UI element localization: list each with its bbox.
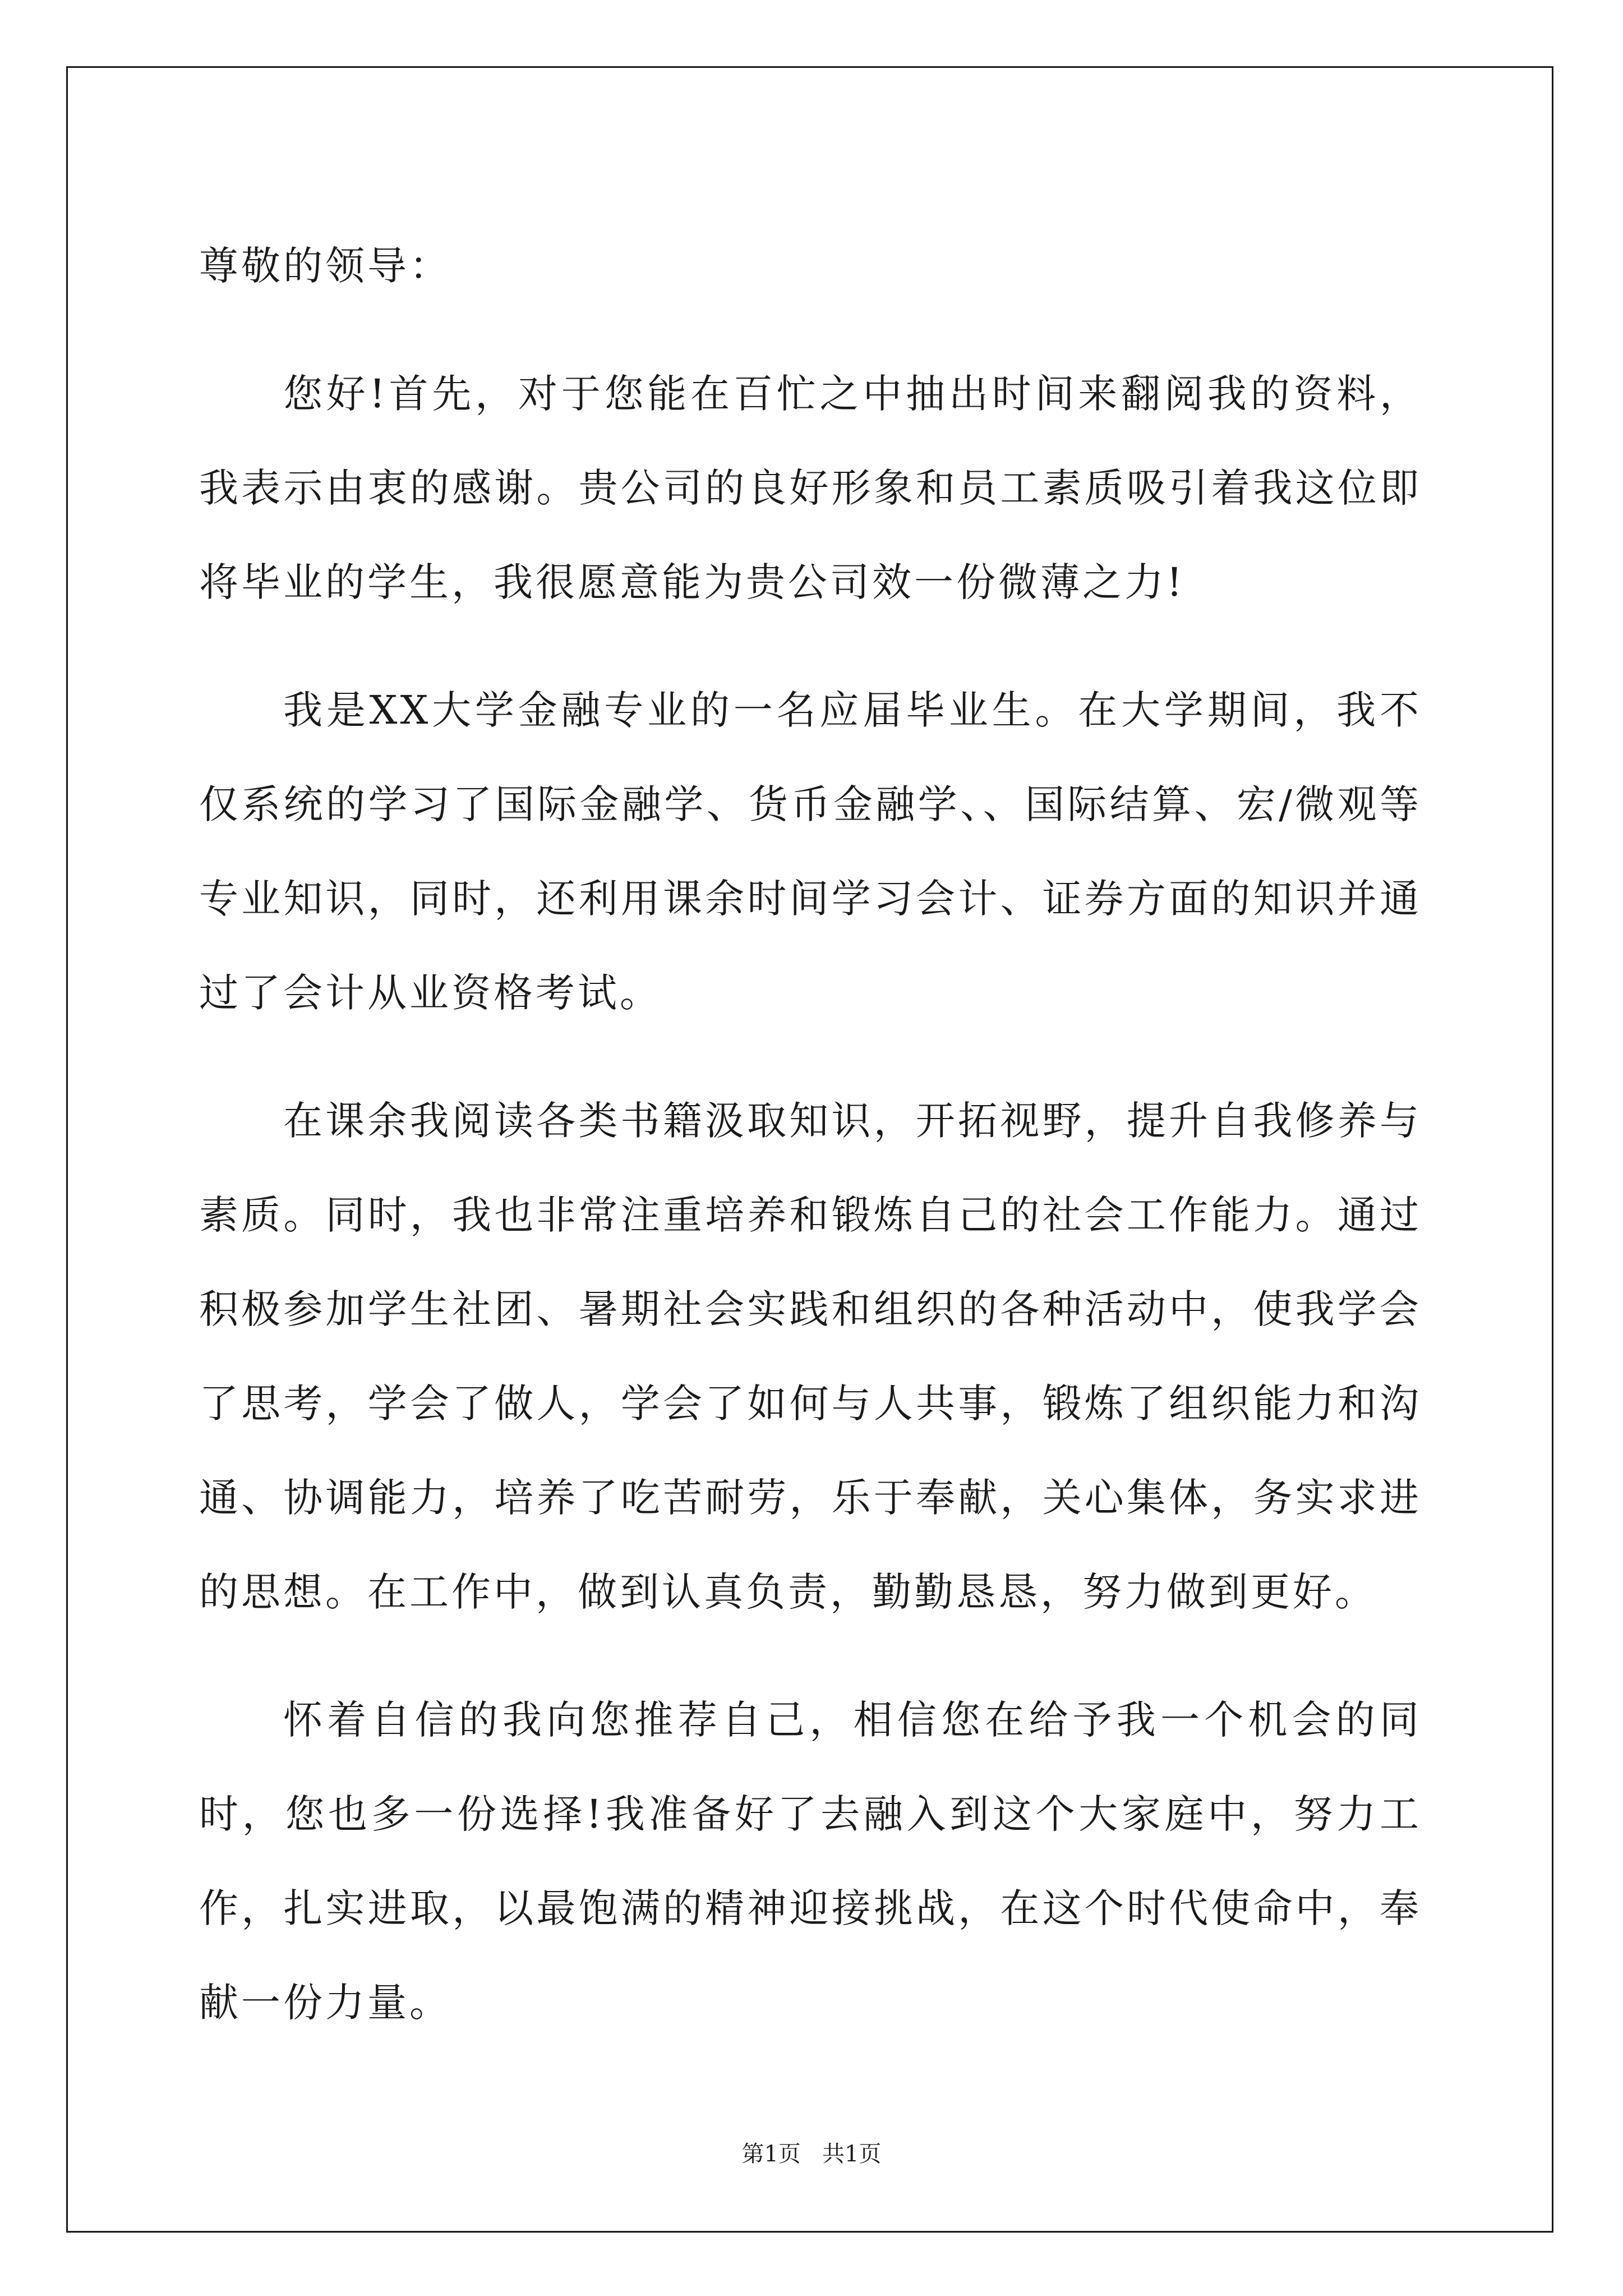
- letter-body: [199, 219, 1422, 2083]
- paragraph-education: 我是XX大学金融专业的一名应届毕业生。在大学期间，我不仅系统的学习了国际金融学、货币金融学、、国际结算、宏/微观等专业知识，同时，还利用课余时间学习会计、证券方面的知识并通过了会计从业资格考试。: [199, 687, 1422, 1016]
- paragraph-activities: 在课余我阅读各类书籍汲取知识，开拓视野，提升自我修养与素质。同时，我也非常注重培养和锻炼自己的社会工作能力。通过积极参加学生社团、暑期社会实践和组织的各种活动中，使我学会了思考，学会了做人，学会了如何与人共事，锻炼了组织能力和沟通、协调能力，培养了吃苦耐劳，乐于奉献，关心集体，务实求进的思想。在工作中，做到认真负责，勤勤恳恳，努力做到更好。: [199, 1098, 1422, 1615]
- salutation: 尊敬的领导：: [199, 243, 451, 289]
- page-footer: 第1页 共1页: [741, 2141, 882, 2167]
- paragraph-closing: 怀着自信的我向您推荐自己，相信您在给予我一个机会的同时，您也多一份选择!我准备好了去融入到这个大家庭中，努力工作，扎实进取，以最饱满的精神迎接挑战，在这个时代使命中，奉献一份力量。: [199, 1697, 1422, 2026]
- paragraph-greeting: 您好!首先，对于您能在百忙之中抽出时间来翻阅我的资料，我表示由衷的感谢。贵公司的良好形象和员工素质吸引着我这位即将毕业的学生，我很愿意能为贵公司效一份微薄之力!: [199, 371, 1422, 605]
